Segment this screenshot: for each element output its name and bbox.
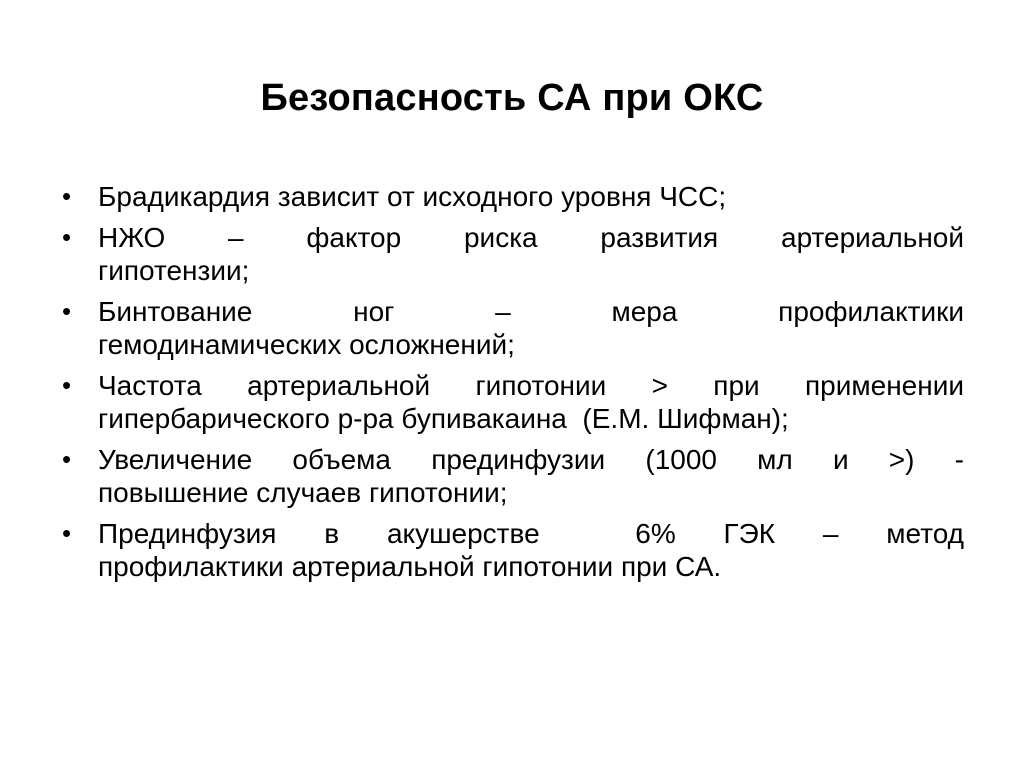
bullet-line: Частота артериальной гипотонии > при применении [98,370,964,401]
bullet-text [98,369,964,435]
bullet-text [98,221,964,287]
bullet-item [62,180,964,213]
bullet-line: профилактики артериальной гипотонии при СА. [98,551,722,582]
bullet-marker: • [62,370,72,400]
bullet-text [98,295,964,361]
bullet-line: Увеличение объема прединфузии (1000 мл и >) - [98,444,964,475]
bullet-text [98,517,964,583]
bullet-item [62,221,964,287]
bullet-item [62,443,964,509]
bullet-line: НЖО – фактор риска развития артериальной [98,222,964,253]
bullet-list [62,180,964,591]
bullet-item [62,369,964,435]
bullet-line: Прединфузия в акушерстве 6% ГЭК – метод [98,518,964,549]
bullet-item [62,295,964,361]
bullet-marker: • [62,181,72,211]
bullet-line: Брадикардия зависит от исходного уровня ЧСС; [98,181,727,212]
slide-title: Безопасность СА при ОКС [260,77,764,119]
bullet-line: Бинтование ног – мера профилактики [98,296,964,327]
bullet-line: гипербарического р-ра бупивакаина (Е.М. Шифман); [98,403,789,434]
bullet-text [98,443,964,509]
bullet-marker: • [62,444,72,474]
bullet-item [62,517,964,583]
bullet-marker: • [62,296,72,326]
bullet-marker: • [62,518,72,548]
bullet-text [98,180,964,213]
bullet-line: гемодинамических осложнений; [98,329,515,360]
bullet-line: гипотензии; [98,255,250,286]
bullet-marker: • [62,222,72,252]
bullet-line: повышение случаев гипотонии; [98,477,508,508]
